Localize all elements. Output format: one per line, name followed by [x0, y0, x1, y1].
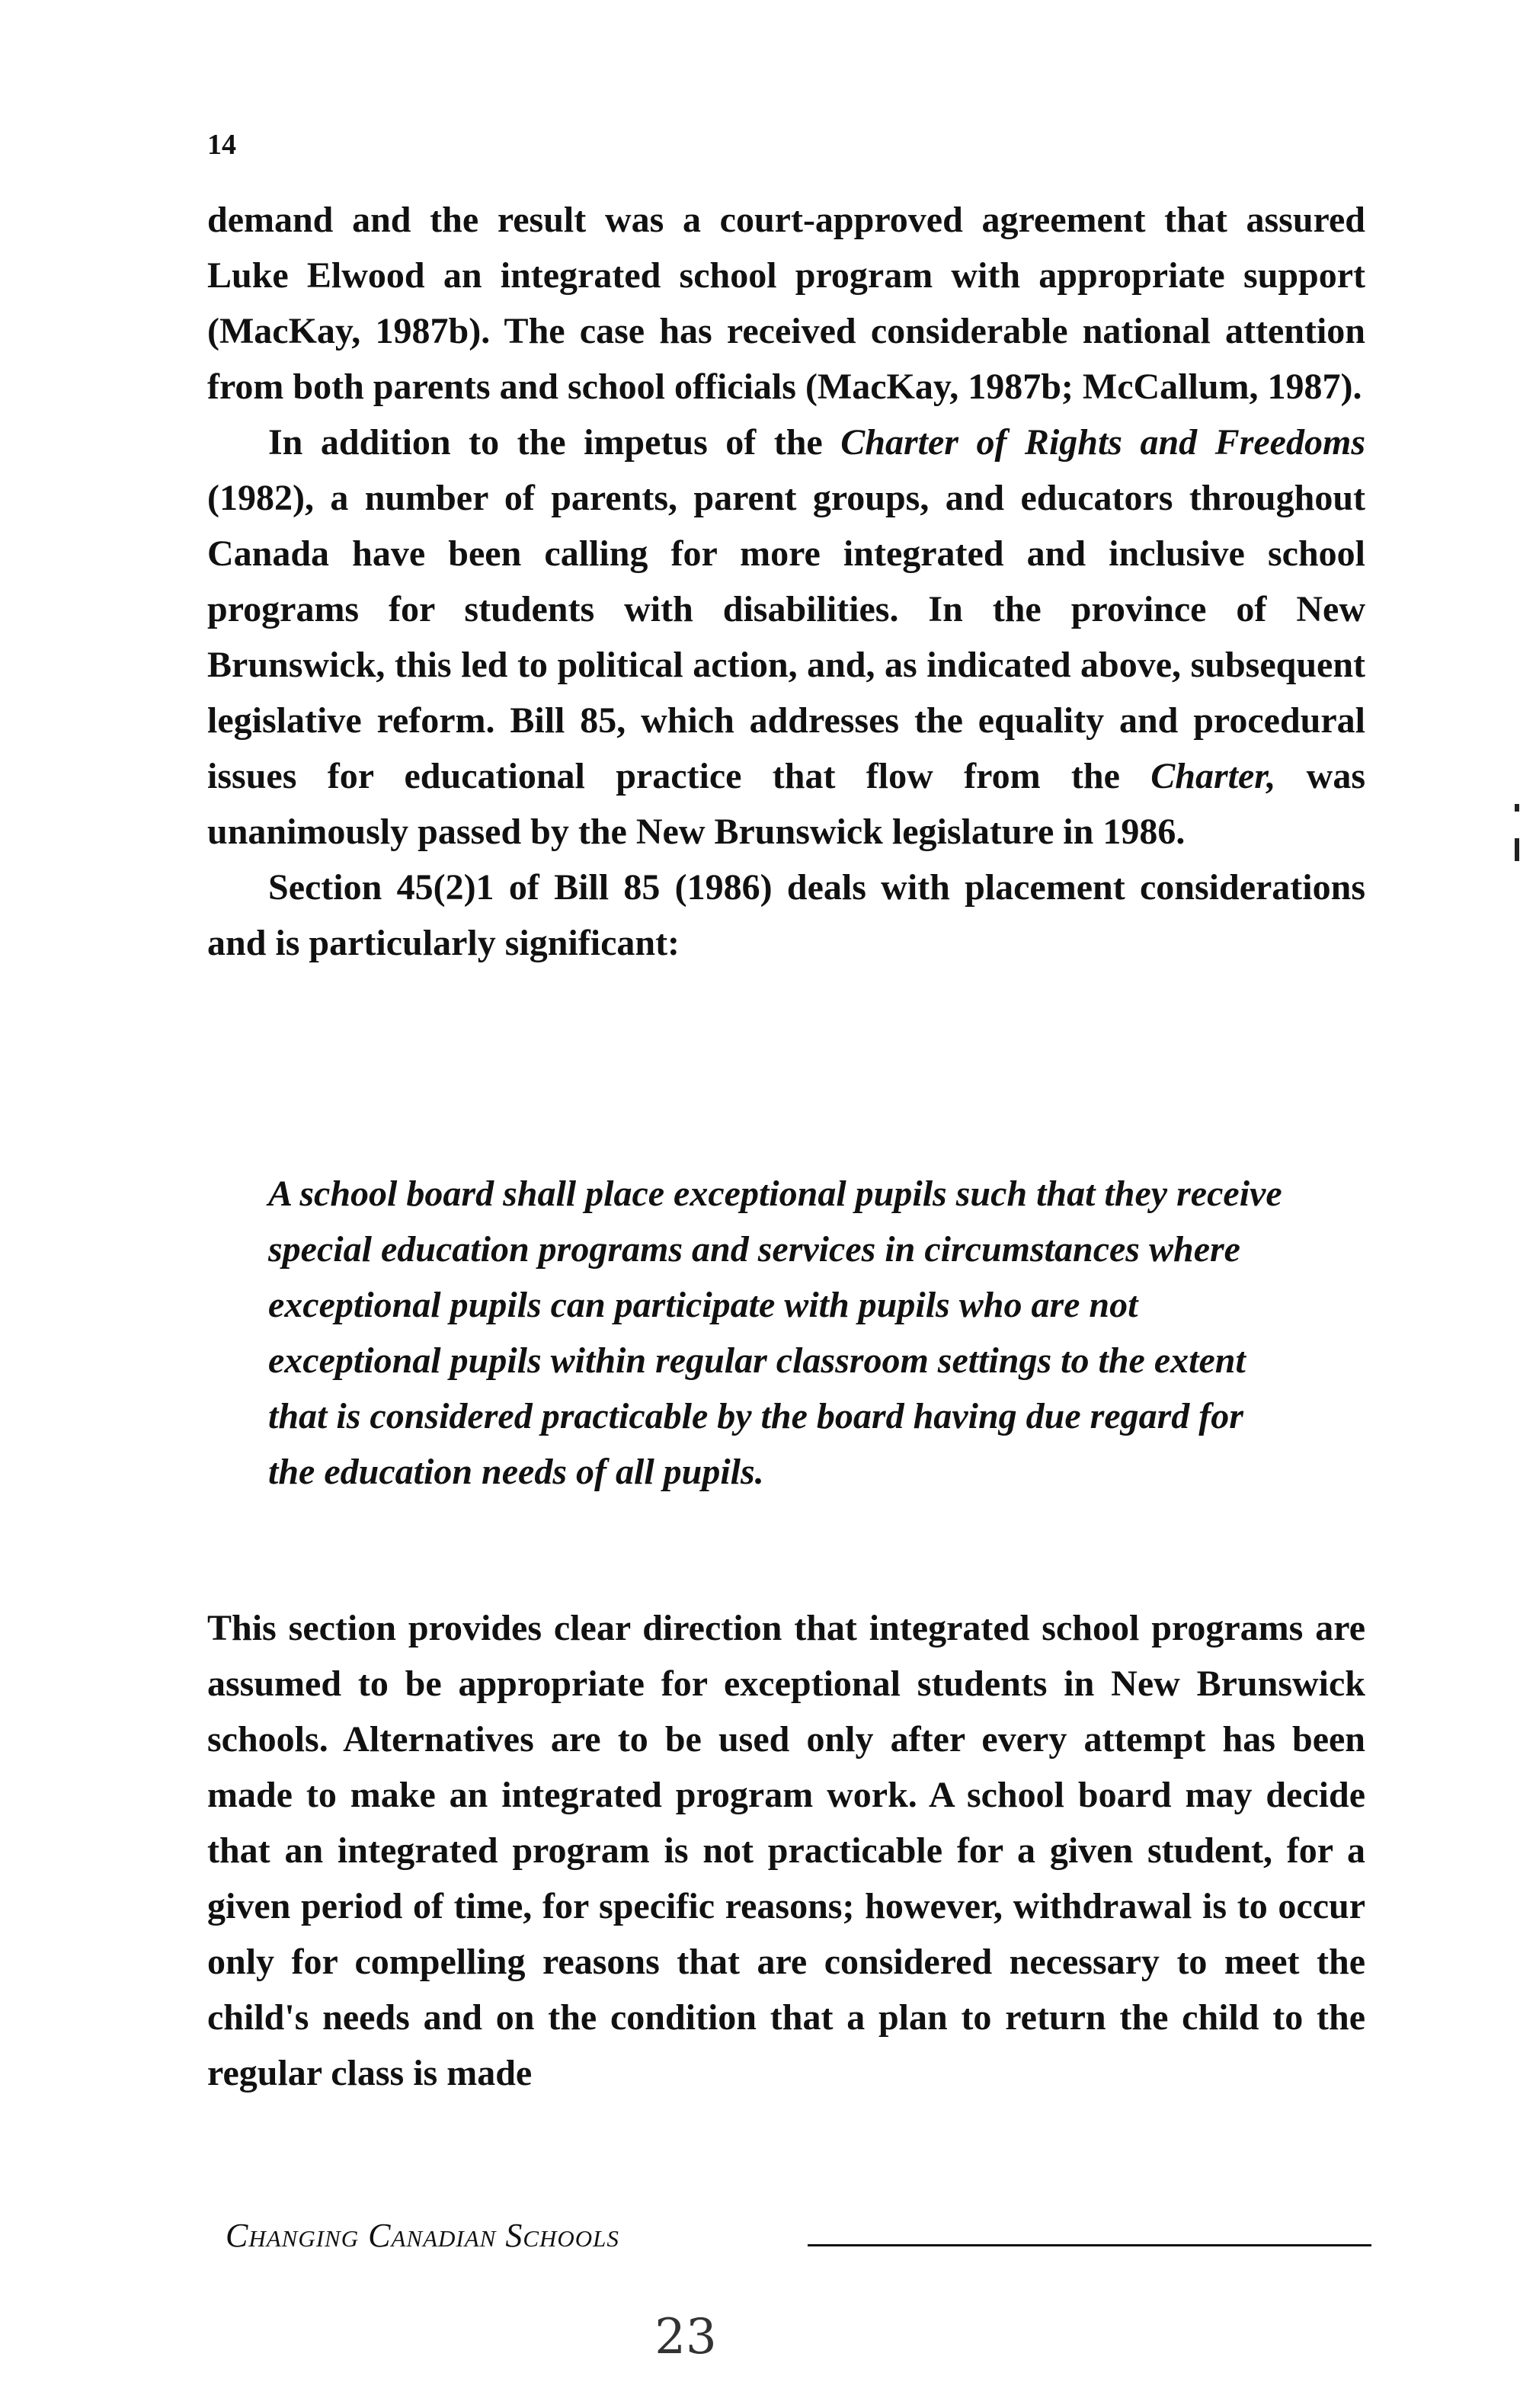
body-text-bottom — [207, 1600, 1365, 2101]
block-quote: A school board shall place exceptional pupils such that they receive special education programs and services in circumstances where exceptional pupils can participate with pupils who are not exceptional pupils within regular classroom settings to the extent that is considered practicable by the board having due regard for the education needs of all pupils. — [268, 1174, 1282, 1492]
paragraph-2-text-2: (1982), a number of parents, parent groups, and educators throughout Canada have been calling for more integrated and inclusive school programs for students with disabilities. In the province of New Brunswick, this led to political action, and, as indicated above, subsequent legislative reform. Bill 85, which addresses the equality and procedural issues for educational practice that flow from the — [207, 478, 1365, 796]
page-number: 14 — [207, 129, 236, 161]
folio-number: 23 — [654, 2309, 717, 2365]
paragraph-3: Section 45(2)1 of Bill 85 (1986) deals with placement considerations and is particularly significant: — [207, 867, 1365, 963]
paragraph-2-text-1: In addition to the impetus of the — [268, 422, 841, 463]
charter-italic: Charter, — [1150, 756, 1276, 796]
scan-margin-mark — [1515, 804, 1519, 812]
paragraph-4: This section provides clear direction that integrated school programs are assumed to be appropriate for exceptional students in New Brunswick schools. Alternatives are to be used only after every attempt has been made to make an integrated program work. A school board may decide that an integrated program is not practicable for a given student, for a given period of time, for specific reasons; however, withdrawal is to occur only for compelling reasons that are considered necessary to meet the child's needs and on the condition that a plan to return the child to the regular class is made — [207, 1608, 1365, 2093]
paragraph-2-text-3: was unanimously passed by the New Brunswick legislature in 1986. — [207, 756, 1366, 852]
charter-title-italic: Charter of Rights and Freedoms — [840, 422, 1366, 463]
footer-rule — [808, 2244, 1371, 2246]
running-footer-title: Changing Canadian Schools — [226, 2217, 619, 2254]
paragraph-1: demand and the result was a court-approved agreement that assured Luke Elwood an integrated school program with appropriate support (MacKay, 1987b). The case has received considerable national attention from both parents and school officials (MacKay, 1987b; McCallum, 1987). — [207, 200, 1365, 407]
paragraph-2 — [207, 415, 1365, 860]
body-text-top — [207, 192, 1365, 971]
scan-margin-mark — [1515, 838, 1519, 861]
